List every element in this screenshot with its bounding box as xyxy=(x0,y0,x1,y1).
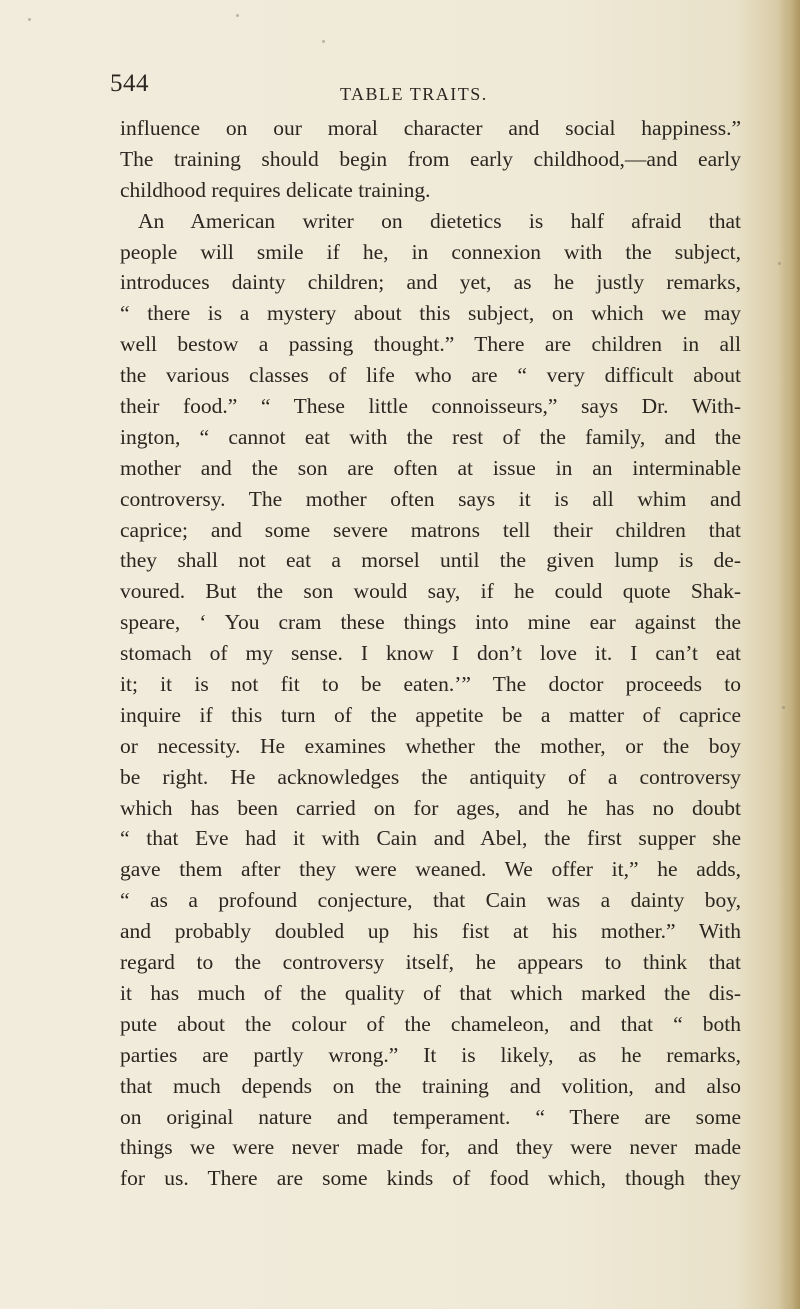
text-line: controversy. The mother often says it is all whim and xyxy=(120,486,741,511)
text-line: pute about the colour of the chameleon, and that “ both xyxy=(120,1011,741,1036)
paper-speck xyxy=(28,18,31,21)
text-line: “ as a profound conjecture, that Cain was a dainty boy, xyxy=(120,888,741,913)
text-line: “ there is a mystery about this subject, on which we may xyxy=(120,301,741,326)
text-line: things we were never made for, and they were never made xyxy=(120,1135,741,1160)
running-head: TABLE TRAITS. xyxy=(340,84,488,104)
text-line: parties are partly wrong.” It is likely, as he remarks, xyxy=(120,1042,741,1067)
text-line: well bestow a passing thought.” There are children in all xyxy=(120,332,741,357)
text-line: or necessity. He examines whether the mother, or the boy xyxy=(120,733,741,758)
text-line: inquire if this turn of the appetite be a matter of caprice xyxy=(120,702,741,727)
text-line: which has been carried on for ages, and he has no doubt xyxy=(120,795,741,820)
text-line: gave them after they were weaned. We offer it,” he adds, xyxy=(120,857,741,882)
paper-speck xyxy=(778,262,781,265)
text-line: An American writer on dietetics is half afraid that xyxy=(138,208,741,233)
text-line: be right. He acknowledges the antiquity of a controversy xyxy=(120,764,741,789)
page-number: 544 xyxy=(110,70,149,97)
text-line: speare, ‘ You cram these things into mine ear against the xyxy=(120,610,741,635)
text-line: caprice; and some severe matrons tell their children that xyxy=(120,517,741,542)
text-line: introduces dainty children; and yet, as he justly remarks, xyxy=(120,270,741,295)
text-line: people will smile if he, in connexion with the subject, xyxy=(120,239,741,264)
text-line: influence on our moral character and social happiness.” xyxy=(120,116,741,140)
paper-speck xyxy=(782,706,785,709)
text-line: ington, “ cannot eat with the rest of the family, and the xyxy=(120,424,741,449)
paper-speck xyxy=(322,40,325,43)
text-line: the various classes of life who are “ very difficult about xyxy=(120,363,741,388)
text-line: that much depends on the training and volition, and also xyxy=(120,1073,741,1098)
text-line: it; it is not fit to be eaten.’” The doctor proceeds to xyxy=(120,672,741,697)
text-line: for us. There are some kinds of food which, though they xyxy=(120,1166,741,1191)
body-text xyxy=(120,113,741,1194)
page-edge-shadow xyxy=(778,0,800,1309)
text-line: The training should begin from early childhood,—and early xyxy=(120,146,741,171)
text-line: mother and the son are often at issue in an interminable xyxy=(120,455,741,480)
text-line: regard to the controversy itself, he appears to think that xyxy=(120,950,741,975)
text-line: they shall not eat a morsel until the given lump is de- xyxy=(120,548,741,573)
text-line: their food.” “ These little connoisseurs,” says Dr. With- xyxy=(120,394,741,419)
paper-speck xyxy=(236,14,239,17)
text-line: childhood requires delicate training. xyxy=(120,177,431,202)
text-line: it has much of the quality of that which marked the dis- xyxy=(120,980,741,1005)
text-line: voured. But the son would say, if he could quote Shak- xyxy=(120,579,741,604)
text-line: stomach of my sense. I know I don’t love it. I can’t eat xyxy=(120,641,741,666)
text-line: on original nature and temperament. “ There are some xyxy=(120,1104,741,1129)
text-line: “ that Eve had it with Cain and Abel, the first supper she xyxy=(120,826,741,851)
text-line: and probably doubled up his fist at his mother.” With xyxy=(120,919,741,944)
